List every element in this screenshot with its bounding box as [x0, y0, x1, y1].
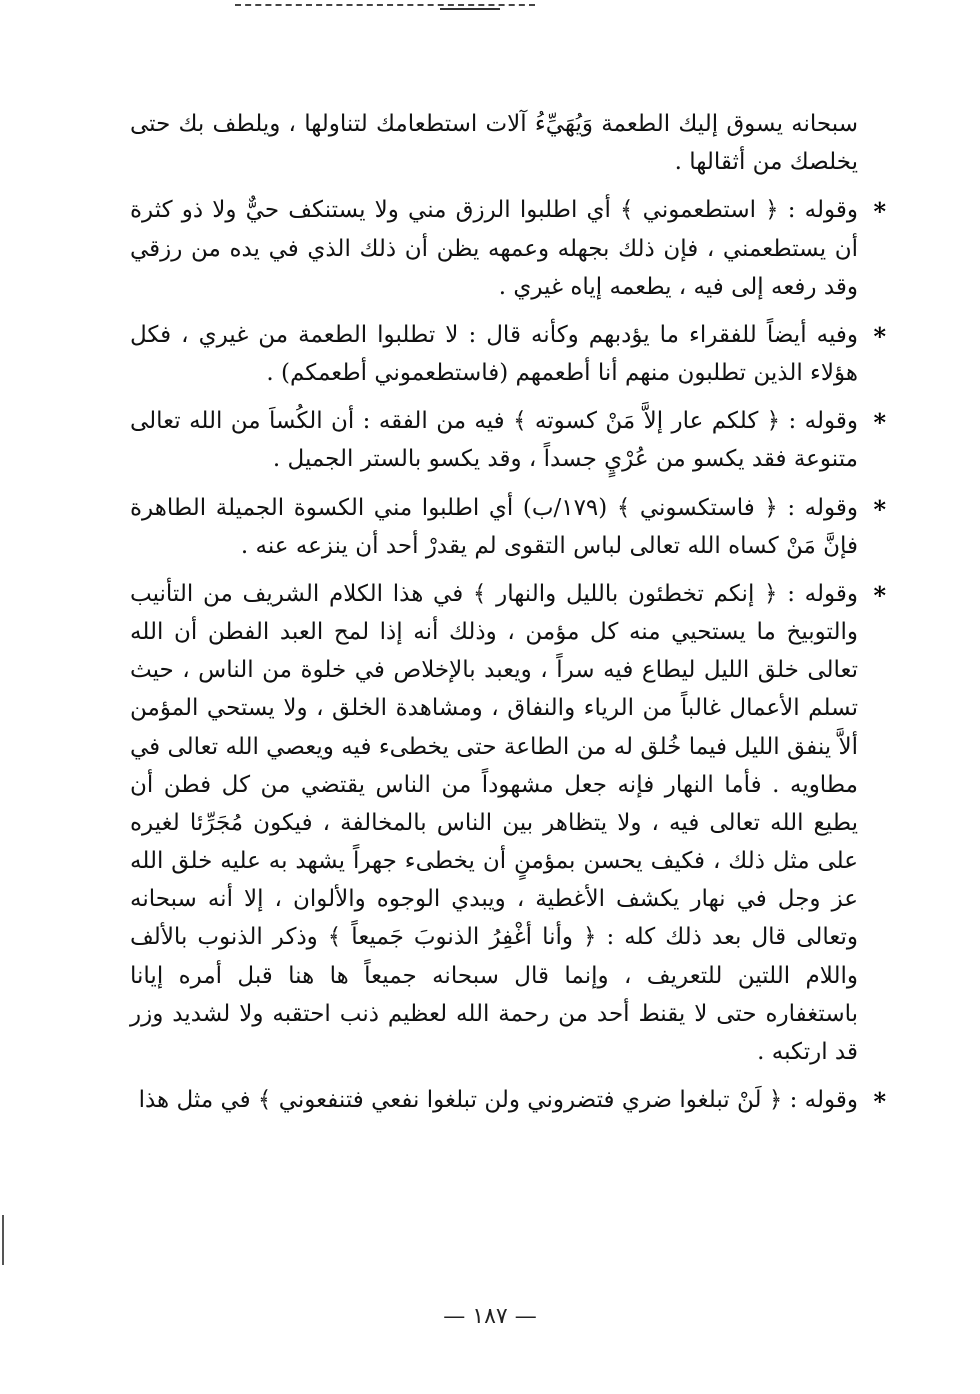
bullet-asterisk: *: [873, 494, 886, 524]
page-body: [130, 105, 886, 1305]
paragraph-text: وقوله : ﴿ استطعموني ﴾ أي اطلبوا الرزق مني ولا يستنكف حيٌّ ولا ذو كثرة أن يستطعمني ، فإن ذلك بجهله وعمهه يظن أن ذلك الذي في يده من رزقي وقد رفعه إلى فيه ، يطعمه إياه غيري .: [130, 197, 858, 300]
margin-mark: [2, 1215, 4, 1265]
bullet-asterisk: *: [873, 580, 886, 610]
paragraph-fuqara: [130, 316, 886, 392]
top-rule-accent: [440, 8, 500, 10]
paragraph-istatimuni: [130, 191, 886, 306]
page-number: — ١٨٧ —: [443, 1304, 537, 1329]
paragraph-lan-tablughu: [130, 1081, 886, 1119]
bullet-asterisk: *: [873, 197, 886, 227]
paragraph-text: وقوله : ﴿ لَنْ تبلغوا ضري فتضروني ولن تبلغوا نفعي فتنفعوني ﴾ في مثل هذا: [138, 1087, 858, 1114]
paragraph-intro: [130, 105, 878, 181]
top-rule: [235, 4, 535, 6]
paragraph-tukhtiun: [130, 575, 886, 1071]
paragraph-text: وفيه أيضاً للفقراء ما يؤدبهم وكأنه قال : لا تطلبوا الطعمة من غيري ، فكل هؤلاء الذين تطلبون منهم أنا أطعمهم (فاستطعموني أطعمكم) .: [130, 321, 858, 387]
bullet-asterisk: *: [873, 408, 886, 438]
bullet-asterisk: *: [873, 321, 886, 351]
paragraph-text: وقوله : ﴿ إنكم تخطئون بالليل والنهار ﴾ في هذا الكلام الشريف من التأنيب والتوبيخ ما يستحيي منه كل مؤمن ، وذلك أنه إذا لمح العبد الفطن أن الله تعالى خلق الليل ليطاع فيه سراً ، ويعبد بالإخلاص في خلوة من الناس ، حيث تسلم الأعمال غالباً من الرياء والنفاق ، ومشاهدة الخلق ، ولا يستحي المؤمن ألاَّ ينفق الليل فيما خُلق له من الطاعة حتى يخطىء فيه ويعصي الله تعالى في مطاويه . فأما النهار فإنه جعل مشهوداً من الناس يقتضي من كل فطن أن يطيع الله تعالى فيه ، ولا يتظاهر بين الناس بالمخالفة ، فيكون مُجَرِّئا لغيره على مثل ذلك ، فكيف يحسن بمؤمنٍ أن يخطىء جهراً يشهد به عليه خلق الله عز وجل في نهار يكشف الأغطية ، ويبدي الوجوه والألوان ، إلا أنه سبحانه وتعالى قال بعد ذلك كله : ﴿ وأنا أغْفِرُ الذنوبَ جَميعاً ﴾ وذكر الذنوب بالألف واللام اللتين للتعريف ، وإنما قال سبحانه جميعاً ها هنا قبل أمره إيانا باستغفاره حتى لا يقنط أحد من رحمة الله لعظيم ذنب احتقبه ولا لشديد وزر قد ارتكبه .: [130, 580, 858, 1065]
paragraph-text: وقوله : ﴿ كلكم عار إلاَّ مَنْ كسوته ﴾ فيه من الفقه : أن الكُساَ من الله تعالى متنوعة فقد يكسو من عُرْيٍ جسداً ، وقد يكسو بالستر الجميل .: [130, 408, 858, 473]
bullet-asterisk: *: [873, 1087, 886, 1117]
paragraph-kullukum-ar: [130, 402, 886, 478]
paragraph-istaksuni: [130, 489, 886, 565]
paragraph-text: وقوله : ﴿ فاستكسوني ﴾ (١٧٩/ب) أي اطلبوا مني الكسوة الجميلة الطاهرة فإنَّ مَنْ كساه الله تعالى لباس التقوى لم يقدرْ أحد أن ينزعه عنه .: [130, 494, 858, 559]
paragraph-text: سبحانه يسوق إليك الطعمة وَيُهَيِّءُ آلات استطعامك لتناولها ، ويلطف بك حتى يخلصك من أثقالها .: [130, 111, 858, 176]
